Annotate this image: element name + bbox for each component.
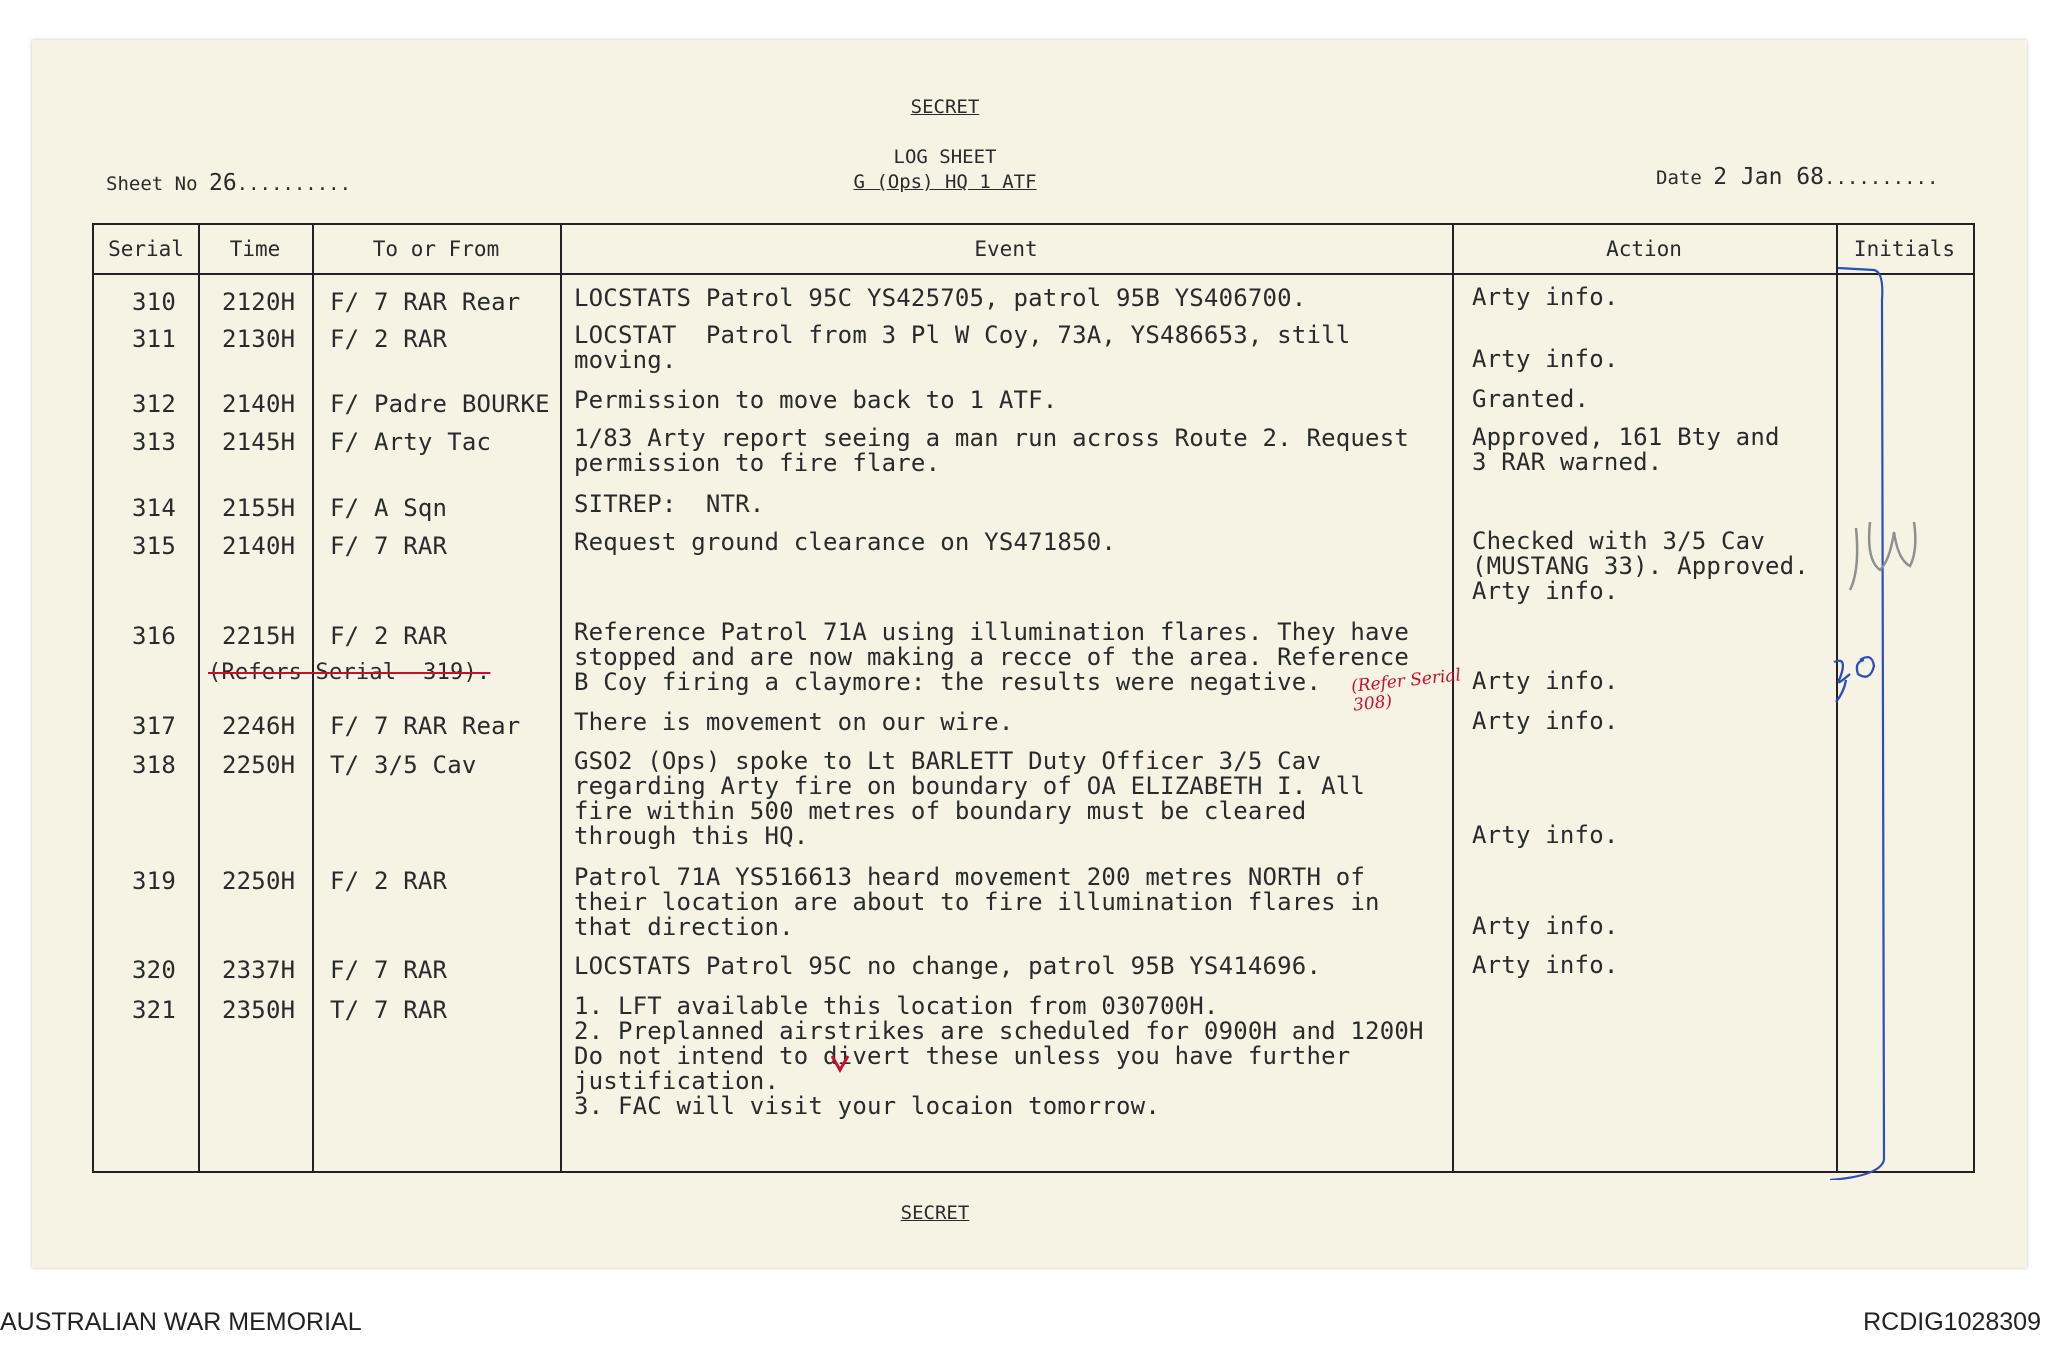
row-to-or-from: T/ 3/5 Cav xyxy=(330,751,477,779)
row-time: 2120H xyxy=(222,288,296,316)
row-to-or-from: F/ 7 RAR Rear xyxy=(330,288,521,316)
row-time: 2145H xyxy=(222,428,296,456)
date-label: Date xyxy=(1656,167,1702,189)
row-event: 1/83 Arty report seeing a man run across Route 2. Request permission to fire flare. xyxy=(574,424,1410,477)
row-event: There is movement on our wire. xyxy=(574,708,1014,736)
row-action: Arty info. xyxy=(1472,345,1619,373)
row-time: 2337H xyxy=(222,956,296,984)
row-serial: 319 xyxy=(132,867,176,895)
row-event: LOCSTAT Patrol from 3 Pl W Coy, 73A, YS486653, still moving. xyxy=(574,321,1351,374)
col-header-to-or-from: To or From xyxy=(372,237,500,261)
row-event: LOCSTATS Patrol 95C YS425705, patrol 95B YS406700. xyxy=(574,284,1307,312)
sheet-number-label: Sheet No xyxy=(106,173,198,195)
col-divider xyxy=(560,225,562,1171)
row-serial: 317 xyxy=(132,712,176,740)
row-serial: 320 xyxy=(132,956,176,984)
col-header-event: Event xyxy=(974,237,1038,261)
header-divider xyxy=(94,273,1973,275)
row-action: Arty info. xyxy=(1472,707,1619,735)
classification-bottom: SECRET xyxy=(900,1202,970,1224)
row-event: LOCSTATS Patrol 95C no change, patrol 95B YS414696. xyxy=(574,952,1322,980)
row-action: Granted. xyxy=(1472,385,1590,413)
row-serial: 312 xyxy=(132,390,176,418)
footer-left: AUSTRALIAN WAR MEMORIAL xyxy=(0,1308,362,1336)
row-action: Arty info. xyxy=(1472,667,1619,695)
footer-right: RCDIG1028309 xyxy=(1863,1308,2041,1336)
row-serial: 311 xyxy=(132,325,176,353)
row-event: Permission to move back to 1 ATF. xyxy=(574,386,1058,414)
row-serial: 310 xyxy=(132,288,176,316)
col-header-time: Time xyxy=(229,237,281,261)
row-time: 2215H xyxy=(222,622,296,650)
sheet-number-value: 26 xyxy=(208,170,237,196)
row-event: 1. LFT available this location from 030700H. 2. Preplanned airstrikes are scheduled for 0900H and 1200H Do not intend to divert these unless you have further justification. 3. FAC will visit your locaion tomorrow. xyxy=(574,992,1424,1120)
row-time: 2250H xyxy=(222,867,296,895)
row-to-or-from: F/ 7 RAR Rear xyxy=(330,712,521,740)
row-serial: 321 xyxy=(132,996,176,1024)
row-to-or-from: F/ Padre BOURKE xyxy=(330,390,550,418)
row-time: 2140H xyxy=(222,390,296,418)
row-time: 2246H xyxy=(222,712,296,740)
crossed-out-note: (Refers Serial 319). xyxy=(208,660,491,685)
row-to-or-from: F/ Arty Tac xyxy=(330,428,492,456)
row-event: SITREP: NTR. xyxy=(574,490,765,518)
row-serial: 318 xyxy=(132,751,176,779)
log-sheet-title: LOG SHEET xyxy=(893,146,997,168)
row-time: 2250H xyxy=(222,751,296,779)
log-sheet-subtitle: G (Ops) HQ 1 ATF xyxy=(853,171,1037,193)
row-to-or-from: T/ 7 RAR xyxy=(330,996,448,1024)
row-event: Reference Patrol 71A using illumination flares. They have stopped and are now making a recce of the area. Reference B Coy firing a claymore: the results were negative. xyxy=(574,618,1410,696)
row-time: 2155H xyxy=(222,494,296,522)
sheet-number-dots: .......... xyxy=(236,173,352,195)
row-event: GSO2 (Ops) spoke to Lt BARLETT Duty Officer 3/5 Cav regarding Arty fire on boundary of OA ELIZABETH I. All fire within 500 metres of boundary must be cleared through this HQ. xyxy=(574,747,1366,850)
row-event: Patrol 71A YS516613 heard movement 200 metres NORTH of their location are about to fire illumination flares in that direction. xyxy=(574,863,1380,941)
handwritten-initials-signature xyxy=(1820,260,1960,1180)
date-field xyxy=(1656,164,1938,190)
row-time: 2350H xyxy=(222,996,296,1024)
classification-top: SECRET xyxy=(910,96,980,118)
col-header-action: Action xyxy=(1606,237,1682,261)
date-dots: .......... xyxy=(1824,167,1939,189)
row-time: 2140H xyxy=(222,532,296,560)
row-event: Request ground clearance on YS471850. xyxy=(574,528,1117,556)
row-to-or-from: F/ 2 RAR xyxy=(330,622,448,650)
row-action: Arty info. xyxy=(1472,283,1619,311)
row-serial: 314 xyxy=(132,494,176,522)
correction-caret-mark xyxy=(828,1054,852,1074)
row-action: Checked with 3/5 Cav (MUSTANG 33). Approved. Arty info. xyxy=(1472,527,1809,605)
sheet-number-field xyxy=(106,170,351,196)
row-to-or-from: F/ 7 RAR xyxy=(330,956,448,984)
row-serial: 315 xyxy=(132,532,176,560)
col-header-initials: Initials xyxy=(1853,237,1956,261)
row-action: Arty info. xyxy=(1472,821,1619,849)
row-to-or-from: F/ A Sqn xyxy=(330,494,448,522)
row-to-or-from: F/ 2 RAR xyxy=(330,867,448,895)
col-divider xyxy=(312,225,314,1171)
row-serial: 316 xyxy=(132,622,176,650)
row-action: Approved, 161 Bty and 3 RAR warned. xyxy=(1472,423,1780,476)
row-to-or-from: F/ 7 RAR xyxy=(330,532,448,560)
row-action: Arty info. xyxy=(1472,912,1619,940)
row-time: 2130H xyxy=(222,325,296,353)
row-to-or-from: F/ 2 RAR xyxy=(330,325,448,353)
col-header-serial: Serial xyxy=(108,237,184,261)
handwritten-red-annotation: (Refer Serial 308) xyxy=(1350,665,1462,716)
row-action: Arty info. xyxy=(1472,951,1619,979)
row-serial: 313 xyxy=(132,428,176,456)
date-value: 2 Jan 68 xyxy=(1713,164,1824,190)
col-divider xyxy=(198,225,200,1171)
